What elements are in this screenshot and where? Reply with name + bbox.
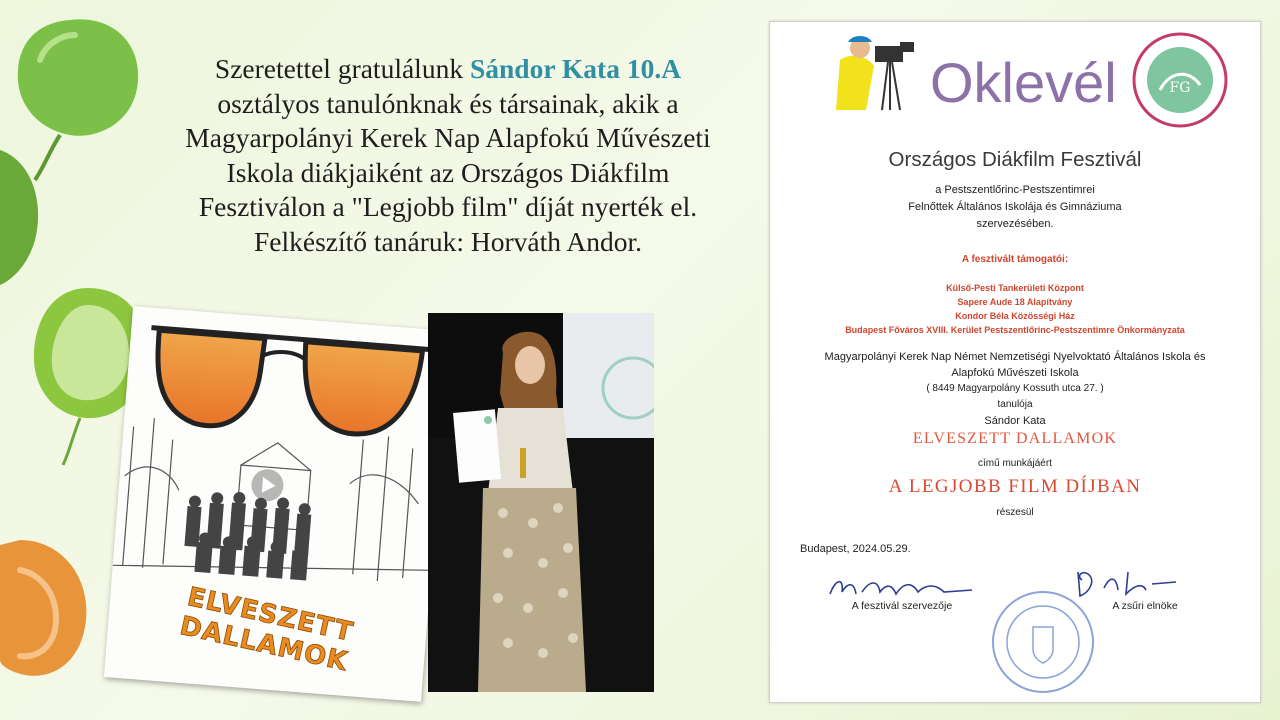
headline-line-6: Felkészítő tanáruk: Horváth Andor. <box>254 225 642 257</box>
signature-jury-label: A zsűri elnöke <box>1112 600 1178 612</box>
supporters-heading: A fesztivált támogatói: <box>961 254 1069 265</box>
student-photo <box>428 313 654 692</box>
supporters-list <box>770 281 1260 337</box>
film-poster <box>104 306 450 702</box>
school-logo-icon <box>1130 30 1230 130</box>
headline-line-2: osztályos tanulónknak és társainak, akik a <box>217 87 679 119</box>
festival-name: Országos Diákfilm Fesztivál <box>888 148 1142 171</box>
dark-green-balloon-icon <box>0 140 60 300</box>
cameraman-icon <box>830 30 930 114</box>
work-label: című munkájáért <box>978 458 1052 469</box>
poster-title: ELVESZETT DALLAMOK <box>177 582 357 678</box>
student-photo-illustration <box>428 313 654 692</box>
student-name: Sándor Kata <box>984 415 1046 427</box>
award-title: A LEGJOBB FILM DÍJBAN <box>888 476 1142 497</box>
certificate-date: Budapest, 2024.05.29. <box>800 543 911 555</box>
signature-organizer-label: A fesztivál szervezője <box>851 600 953 612</box>
supporter-item: Budapest Főváros XVIII. Kerület Pestszentlőrinc-Pestszentimre Önkormányzata <box>845 325 1185 335</box>
student-highlight: Sándor Kata 10.A <box>469 53 682 84</box>
headline-line-4: Iskola diákjaiként az Országos Diákfilm <box>226 156 670 188</box>
supporter-item: Sapere Aude 18 Alapítvány <box>957 297 1073 307</box>
svg-text:FG: FG <box>1169 80 1191 96</box>
headline-line-1: Szeretettel gratulálunk Sándor Kata 10.A <box>214 53 682 84</box>
receives-label: részesül <box>996 507 1034 518</box>
film-title: ELVESZETT DALLAMOK <box>912 430 1118 447</box>
organizer: a Pestszentlőrinc-Pestszentimrei Felnőttek Általános Iskolája és Gimnáziuma szervezésében. <box>908 184 1122 230</box>
supporter-item: Külső-Pesti Tankerületi Központ <box>946 283 1084 293</box>
headline-line-5: Fesztiválon a "Legjobb film" díját nyerték el. <box>198 191 698 222</box>
signature-organizer-icon <box>826 574 976 602</box>
official-stamp-icon <box>988 587 1098 697</box>
certificate <box>769 21 1261 703</box>
headline <box>118 52 778 259</box>
orange-balloon-bottom-icon <box>0 530 100 720</box>
supporter-item: Kondor Béla Közösségi Ház <box>955 311 1075 321</box>
headline-line-3: Magyarpolányi Kerek Nap Alapfokú Művészeti <box>185 122 711 153</box>
certificate-heading: Oklevél <box>930 51 1117 114</box>
school-info: Magyarpolányi Kerek Nap Német Nemzetiségi Nyelvoktató Általános Iskola és Alapfokú Művészeti Iskola ( 8449 Magyarpolány Kossuth utca 27. ) tanulója Sándor Kata <box>770 349 1260 429</box>
